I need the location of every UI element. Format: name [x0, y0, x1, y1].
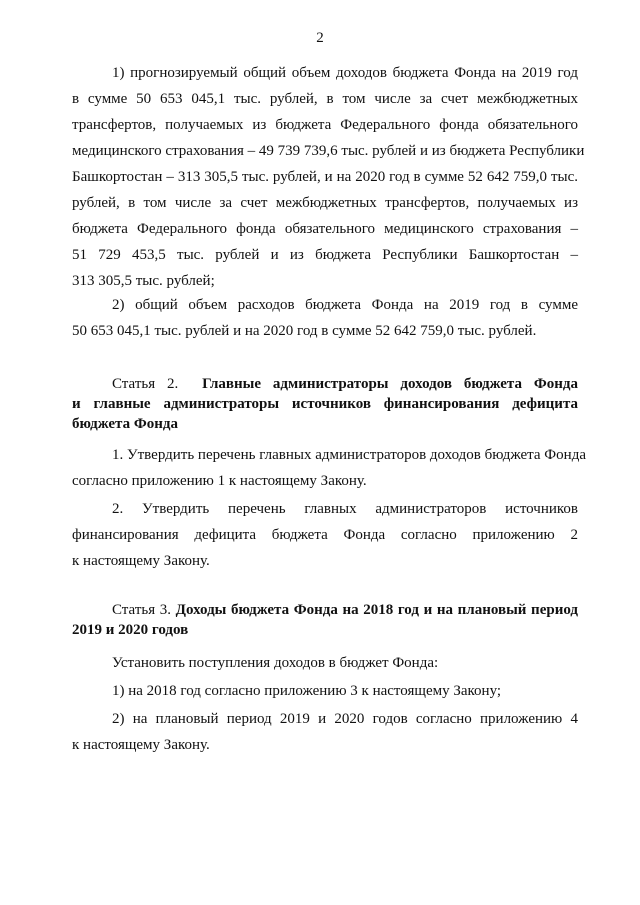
text-line: к настоящему Закону.	[72, 553, 210, 569]
text-line: Установить поступления доходов в бюджет Фонда:	[112, 655, 439, 671]
text-line: 2) общий объем расходов бюджета Фонда на 2019 год в сумме	[112, 297, 578, 313]
article-prefix: Статья 2.	[112, 376, 179, 392]
text-line: согласно приложению 1 к настоящему Закону.	[72, 473, 367, 489]
article-3-heading	[72, 600, 578, 640]
heading-line: бюджета Фонда	[72, 416, 178, 432]
text-line: рублей, в том числе за счет межбюджетных трансфертов, получаемых из	[72, 195, 578, 211]
heading-line: и главные администраторы источников финансирования дефицита	[72, 396, 578, 412]
article-2-item-1	[72, 442, 586, 494]
text-line: трансфертов, получаемых из бюджета Федерального фонда обязательного	[72, 117, 578, 133]
article-2-item-2	[72, 496, 578, 574]
text-line: в сумме 50 653 045,1 тыс. рублей, в том числе за счет межбюджетных	[72, 91, 578, 107]
article-title: Доходы бюджета Фонда на 2018 год и на плановый период	[175, 602, 578, 618]
heading-line	[72, 600, 578, 620]
article-2-heading	[72, 374, 578, 434]
text-line: 1) на 2018 год согласно приложению 3 к настоящему Закону;	[112, 683, 502, 699]
text-line: 1) прогнозируемый общий объем доходов бюджета Фонда на 2019 год	[112, 65, 578, 81]
heading-line	[72, 374, 578, 394]
article-3-body	[72, 650, 578, 758]
text-line: 50 653 045,1 тыс. рублей и на 2020 год в сумме 52 642 759,0 тыс. рублей.	[72, 323, 537, 339]
page-number: 2	[316, 30, 324, 46]
text-line: к настоящему Закону.	[72, 737, 210, 753]
paragraph-income-forecast	[72, 60, 585, 294]
text-line: 2) на плановый период 2019 и 2020 годов согласно приложению 4	[112, 711, 578, 727]
paragraph-expense-total	[72, 292, 578, 344]
article-title: Главные администраторы доходов бюджета Фонда	[202, 376, 578, 392]
text-line: 51 729 453,5 тыс. рублей и из бюджета Республики Башкортостан –	[72, 247, 578, 263]
text-line: медицинского страхования – 49 739 739,6 тыс. рублей и из бюджета Республики	[72, 143, 585, 159]
text-line: бюджета Федерального фонда обязательного медицинского страхования –	[72, 221, 578, 237]
text-line: финансирования дефицита бюджета Фонда согласно приложению 2	[72, 527, 578, 543]
text-line: 1. Утвердить перечень главных администраторов доходов бюджета Фонда	[112, 447, 586, 463]
article-prefix: Статья 3.	[112, 602, 171, 618]
text-line: Башкортостан – 313 305,5 тыс. рублей, и на 2020 год в сумме 52 642 759,0 тыс.	[72, 169, 578, 185]
text-line: 2. Утвердить перечень главных администраторов источников	[112, 501, 578, 517]
heading-line: 2019 и 2020 годов	[72, 622, 189, 638]
text-line: 313 305,5 тыс. рублей;	[72, 273, 215, 289]
